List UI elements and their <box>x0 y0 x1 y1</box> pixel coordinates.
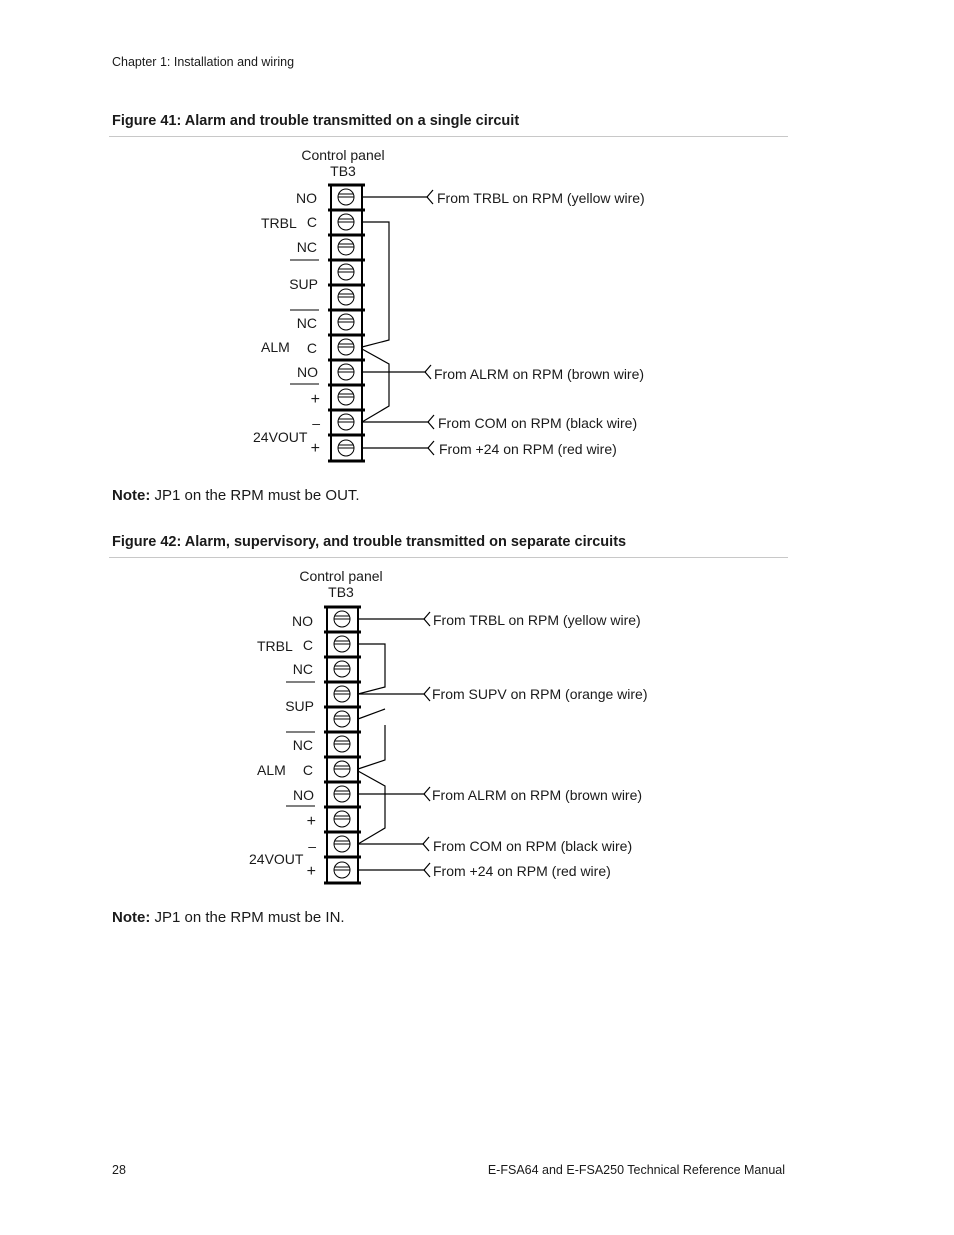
figure-42-note <box>112 909 345 926</box>
jumper-sup-link <box>358 709 385 719</box>
terminal-label-minus: – <box>312 415 320 431</box>
wire-label-24v: From +24 on RPM (red wire) <box>433 863 611 879</box>
wire-label-com: From COM on RPM (black wire) <box>438 415 638 431</box>
group-label-24vout: 24VOUT <box>253 429 308 445</box>
terminal-label-c: C <box>306 340 317 356</box>
terminal-label-plus: + <box>306 813 316 830</box>
terminal-label-nc: NC <box>292 737 313 753</box>
wire-label-alrm: From ALRM on RPM (brown wire) <box>434 366 645 382</box>
terminal-label-c: C <box>306 214 317 230</box>
note-label: Note: <box>112 909 151 926</box>
wire-label-24v: From +24 on RPM (red wire) <box>439 441 617 457</box>
terminal-label-no: NO <box>293 787 314 803</box>
figure-41-note <box>112 487 360 504</box>
group-label-alm: ALM <box>261 339 290 355</box>
figure-41-diagram <box>253 147 645 461</box>
note-text: JP1 on the RPM must be OUT. <box>150 487 360 504</box>
wire-label-com: From COM on RPM (black wire) <box>433 838 633 854</box>
figure-42-diagram <box>249 568 648 883</box>
terminal-label-no: NO <box>296 190 317 206</box>
terminal-label-nc: NC <box>292 661 313 677</box>
figure-42-rule <box>109 557 788 558</box>
wire-label-trbl: From TRBL on RPM (yellow wire) <box>437 190 645 206</box>
page-number: 28 <box>112 1163 126 1177</box>
wire-label-alrm: From ALRM on RPM (brown wire) <box>432 787 643 803</box>
jumper-trbl-c-to-sup <box>358 644 385 694</box>
terminal-label-plus: + <box>310 391 320 408</box>
control-panel-label: Control panel <box>299 568 383 584</box>
group-label-alm: ALM <box>257 762 286 778</box>
terminal-label-c: C <box>302 637 313 653</box>
jumper-sup-to-alm-c <box>358 725 385 769</box>
terminal-label-nc: NC <box>296 315 317 331</box>
wire-label-supv: From SUPV on RPM (orange wire) <box>432 686 648 702</box>
terminal-label-plus: + <box>306 863 316 880</box>
tb3-label: TB3 <box>328 584 354 600</box>
note-label: Note: <box>112 487 151 504</box>
control-panel-label: Control panel <box>301 147 385 163</box>
terminal-label-sup: SUP <box>289 276 318 292</box>
terminal-label-plus: + <box>310 440 320 457</box>
footer-title: E-FSA64 and E-FSA250 Technical Reference Manual <box>487 1163 785 1177</box>
figure-41-title: Figure 41: Alarm and trouble transmitted on a single circuit <box>112 113 520 129</box>
running-header: Chapter 1: Installation and wiring <box>112 55 295 69</box>
terminal-label-no: NO <box>297 364 318 380</box>
terminal-label-nc: NC <box>296 239 317 255</box>
wire-label-trbl: From TRBL on RPM (yellow wire) <box>433 612 641 628</box>
terminal-label-sup: SUP <box>285 698 314 714</box>
terminal-label-no: NO <box>292 613 313 629</box>
group-label-trbl: TRBL <box>257 638 293 654</box>
jumper-alm-c-to-com <box>362 349 389 422</box>
group-label-24vout: 24VOUT <box>249 851 304 867</box>
terminal-label-c: C <box>302 762 313 778</box>
jumper-trbl-c-to-alm-c <box>362 222 389 347</box>
note-text: JP1 on the RPM must be IN. <box>150 909 345 926</box>
tb3-label: TB3 <box>330 163 356 179</box>
group-label-trbl: TRBL <box>261 215 297 231</box>
jumper-alm-c-to-com <box>358 771 385 844</box>
terminal-label-minus: – <box>308 838 316 854</box>
figure-42-title: Figure 42: Alarm, supervisory, and trouble transmitted on separate circuits <box>112 534 627 550</box>
